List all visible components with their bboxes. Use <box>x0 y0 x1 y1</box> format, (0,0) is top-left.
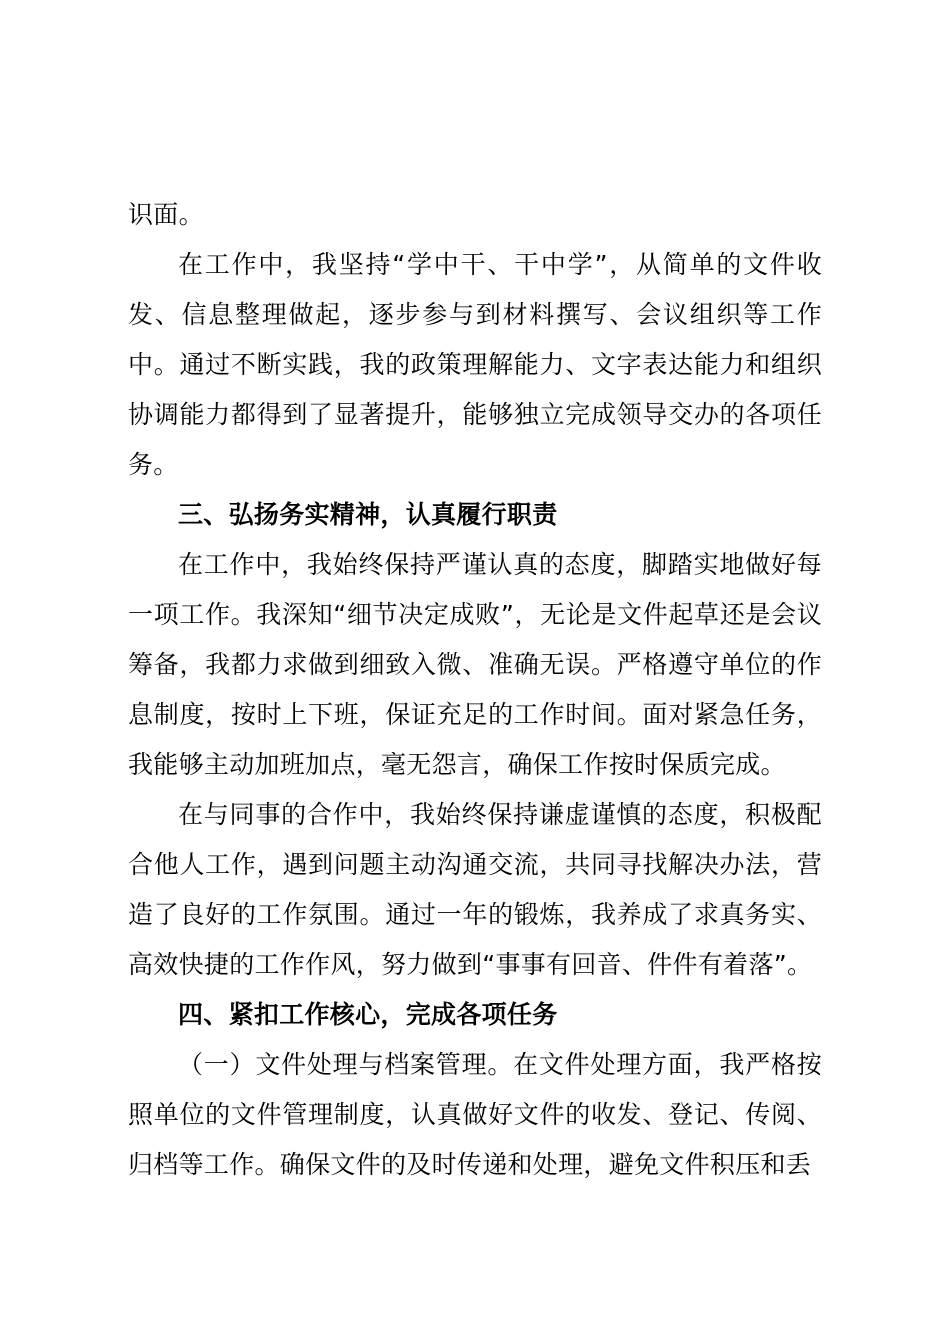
paragraph-continuation: 识面。 <box>128 200 204 229</box>
section-heading-4: 四、紧扣工作核心，完成各项任务 <box>178 1000 558 1029</box>
paragraph-file-management: （一）文件处理与档案管理。在文件处理方面，我严格按照单位的文件管理制度，认真做好文件的收发、登记、传阅、归档等工作。确保文件的及时传递和处理，避免文件积压和丢 <box>128 1050 822 1179</box>
paragraph-learning-by-doing: 在工作中，我坚持“学中干、干中学”，从简单的文件收发、信息整理做起，逐步参与到材料撰写、会议组织等工作中。通过不断实践，我的政策理解能力、文字表达能力和组织协调能力都得到了显著提升，能够独立完成领导交办的各项任务。 <box>128 250 822 479</box>
paragraph-teamwork: 在与同事的合作中，我始终保持谦虚谨慎的态度，积极配合他人工作，遇到问题主动沟通交流，共同寻找解决办法，营造了良好的工作氛围。通过一年的锻炼，我养成了求真务实、高效快捷的工作作风，努力做到“事事有回音、件件有着落”。 <box>128 800 822 979</box>
paragraph-diligent-attitude: 在工作中，我始终保持严谨认真的态度，脚踏实地做好每一项工作。我深知“细节决定成败”，无论是文件起草还是会议筹备，我都力求做到细致入微、准确无误。严格遵守单位的作息制度，按时上下班，保证充足的工作时间。面对紧急任务，我能够主动加班加点，毫无怨言，确保工作按时保质完成。 <box>128 550 822 779</box>
document-body <box>128 190 822 1190</box>
section-heading-3: 三、弘扬务实精神，认真履行职责 <box>178 500 558 529</box>
